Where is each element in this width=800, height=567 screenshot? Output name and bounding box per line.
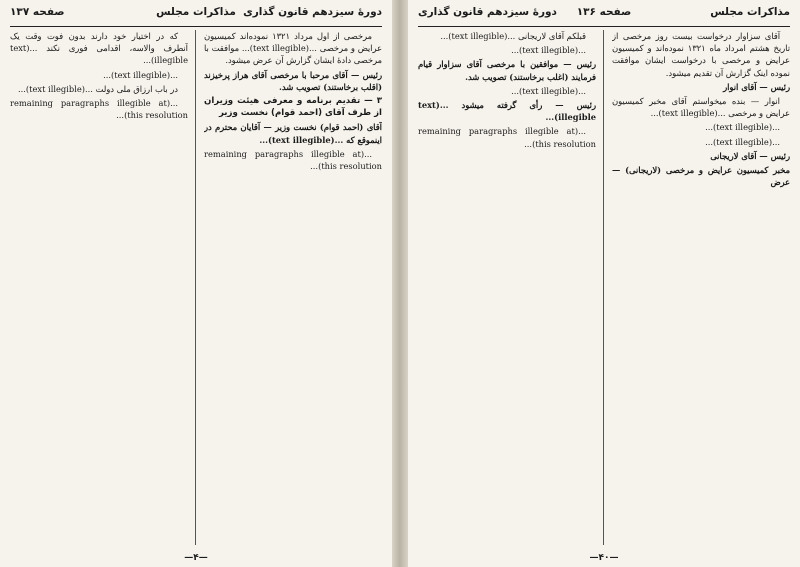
speaker-line: رئیس — آقای مرحبا با مرخصی آقای هراز پرخیزند (اقلب برخاستند) تصویب شد. (204, 69, 382, 92)
right-page-footer-number: —۴۰— (589, 553, 619, 563)
paragraph: که در اختیار خود دارند بدون فوت وقت یک آنطرف والاسه، اقدامی فوری نکند ...(text illegible)... (10, 31, 188, 66)
right-page-right-column (612, 30, 790, 545)
column-divider (195, 30, 196, 545)
speaker-line: رئیس — آقای لاریجانی (710, 150, 790, 161)
right-page-header (418, 6, 790, 24)
left-header-page-number: صفحه ۱۳۷ (10, 6, 65, 18)
paragraph: ...(text illegible)... (705, 122, 780, 133)
paragraph: در باب ارزاق ملی دولت ...(text illegible)... (18, 83, 178, 94)
header-rule (10, 26, 382, 27)
column-divider (603, 30, 604, 545)
right-page-columns (418, 30, 790, 545)
speaker-line: رئیس — موافقین با مرخصی آقای سزاوار قیام فرمایند (اغلب برخاستند) تصویب شد. (418, 59, 596, 82)
speaker-line: رئیس — آقای انوار (723, 81, 790, 92)
paragraph: مرخصی از اول مرداد ۱۳۲۱ نموده‌اند کمیسیون عرایض و مرخصی ...(text illegible)... موافقت با مرخصی دادهٔ ایشان گزارش آن عرض میشود. (204, 31, 382, 66)
paragraph: ...(text illegible)... (705, 136, 780, 147)
left-header-session: دورهٔ سیزدهم قانون گذاری (243, 6, 382, 18)
paragraph: ...(text illegible)... (103, 69, 178, 80)
left-header-title: مذاکرات مجلس (156, 6, 236, 18)
paragraph: انوار — بنده میخواستم آقای مخبر کمیسیون عرایض و مرخصی ...(text illegible)... (612, 96, 790, 119)
left-page-left-column (10, 30, 188, 545)
paragraph: ...(remaining paragraphs illegible at this resolution)... (418, 126, 596, 149)
book-gutter (392, 0, 408, 567)
paragraph: قبلکم آقای لاریجانی ...(text illegible)... (440, 31, 586, 41)
left-page (0, 0, 392, 567)
left-page-right-column (204, 30, 382, 545)
paragraph: ...(text illegible)... (511, 45, 586, 56)
right-header-session: دورهٔ سیزدهم قانون گذاری (418, 6, 557, 18)
right-header-title: مذاکرات مجلس (710, 6, 790, 18)
left-page-columns (10, 30, 382, 545)
speaker-line: رئیس — رأی گرفته میشود ...(text illegible)... (418, 100, 596, 123)
paragraph: ...(text illegible)... (511, 85, 586, 96)
section-heading: ۳ — تقدیم برنامه و معرفی هیئت وزیران از طرف آقای (احمد قوام) نخست وزیر (204, 96, 382, 119)
paragraph: آقای سزاوار درخواست بیست روز مرخصی از تاریخ هشتم امرداد ماه ۱۳۲۱ نموده‌اند و کمیسیون عرایض و مرخصی با درخواست ایشان موافقت نموده اینک گزارش آن تقدیم میشود. (612, 31, 790, 78)
left-page-header (10, 6, 382, 24)
right-page-left-column (418, 30, 596, 545)
speaker-line: آقای (احمد قوام) نخست وزیر — آقایان محترم در اینموقع که ...(text illegible)... (204, 122, 382, 145)
right-page (408, 0, 800, 567)
paragraph: ...(remaining paragraphs illegible at this resolution)... (204, 148, 382, 172)
header-rule (418, 26, 790, 27)
left-page-footer-number: —۴— (184, 553, 208, 563)
paragraph: ...(remaining paragraphs illegible at this resolution)... (10, 98, 188, 121)
speaker-line: مخبر کمیسیون عرایض و مرخصی (لاریجانی) — عرض (612, 165, 790, 188)
right-header-page-number: صفحه ۱۳۶ (576, 6, 632, 18)
